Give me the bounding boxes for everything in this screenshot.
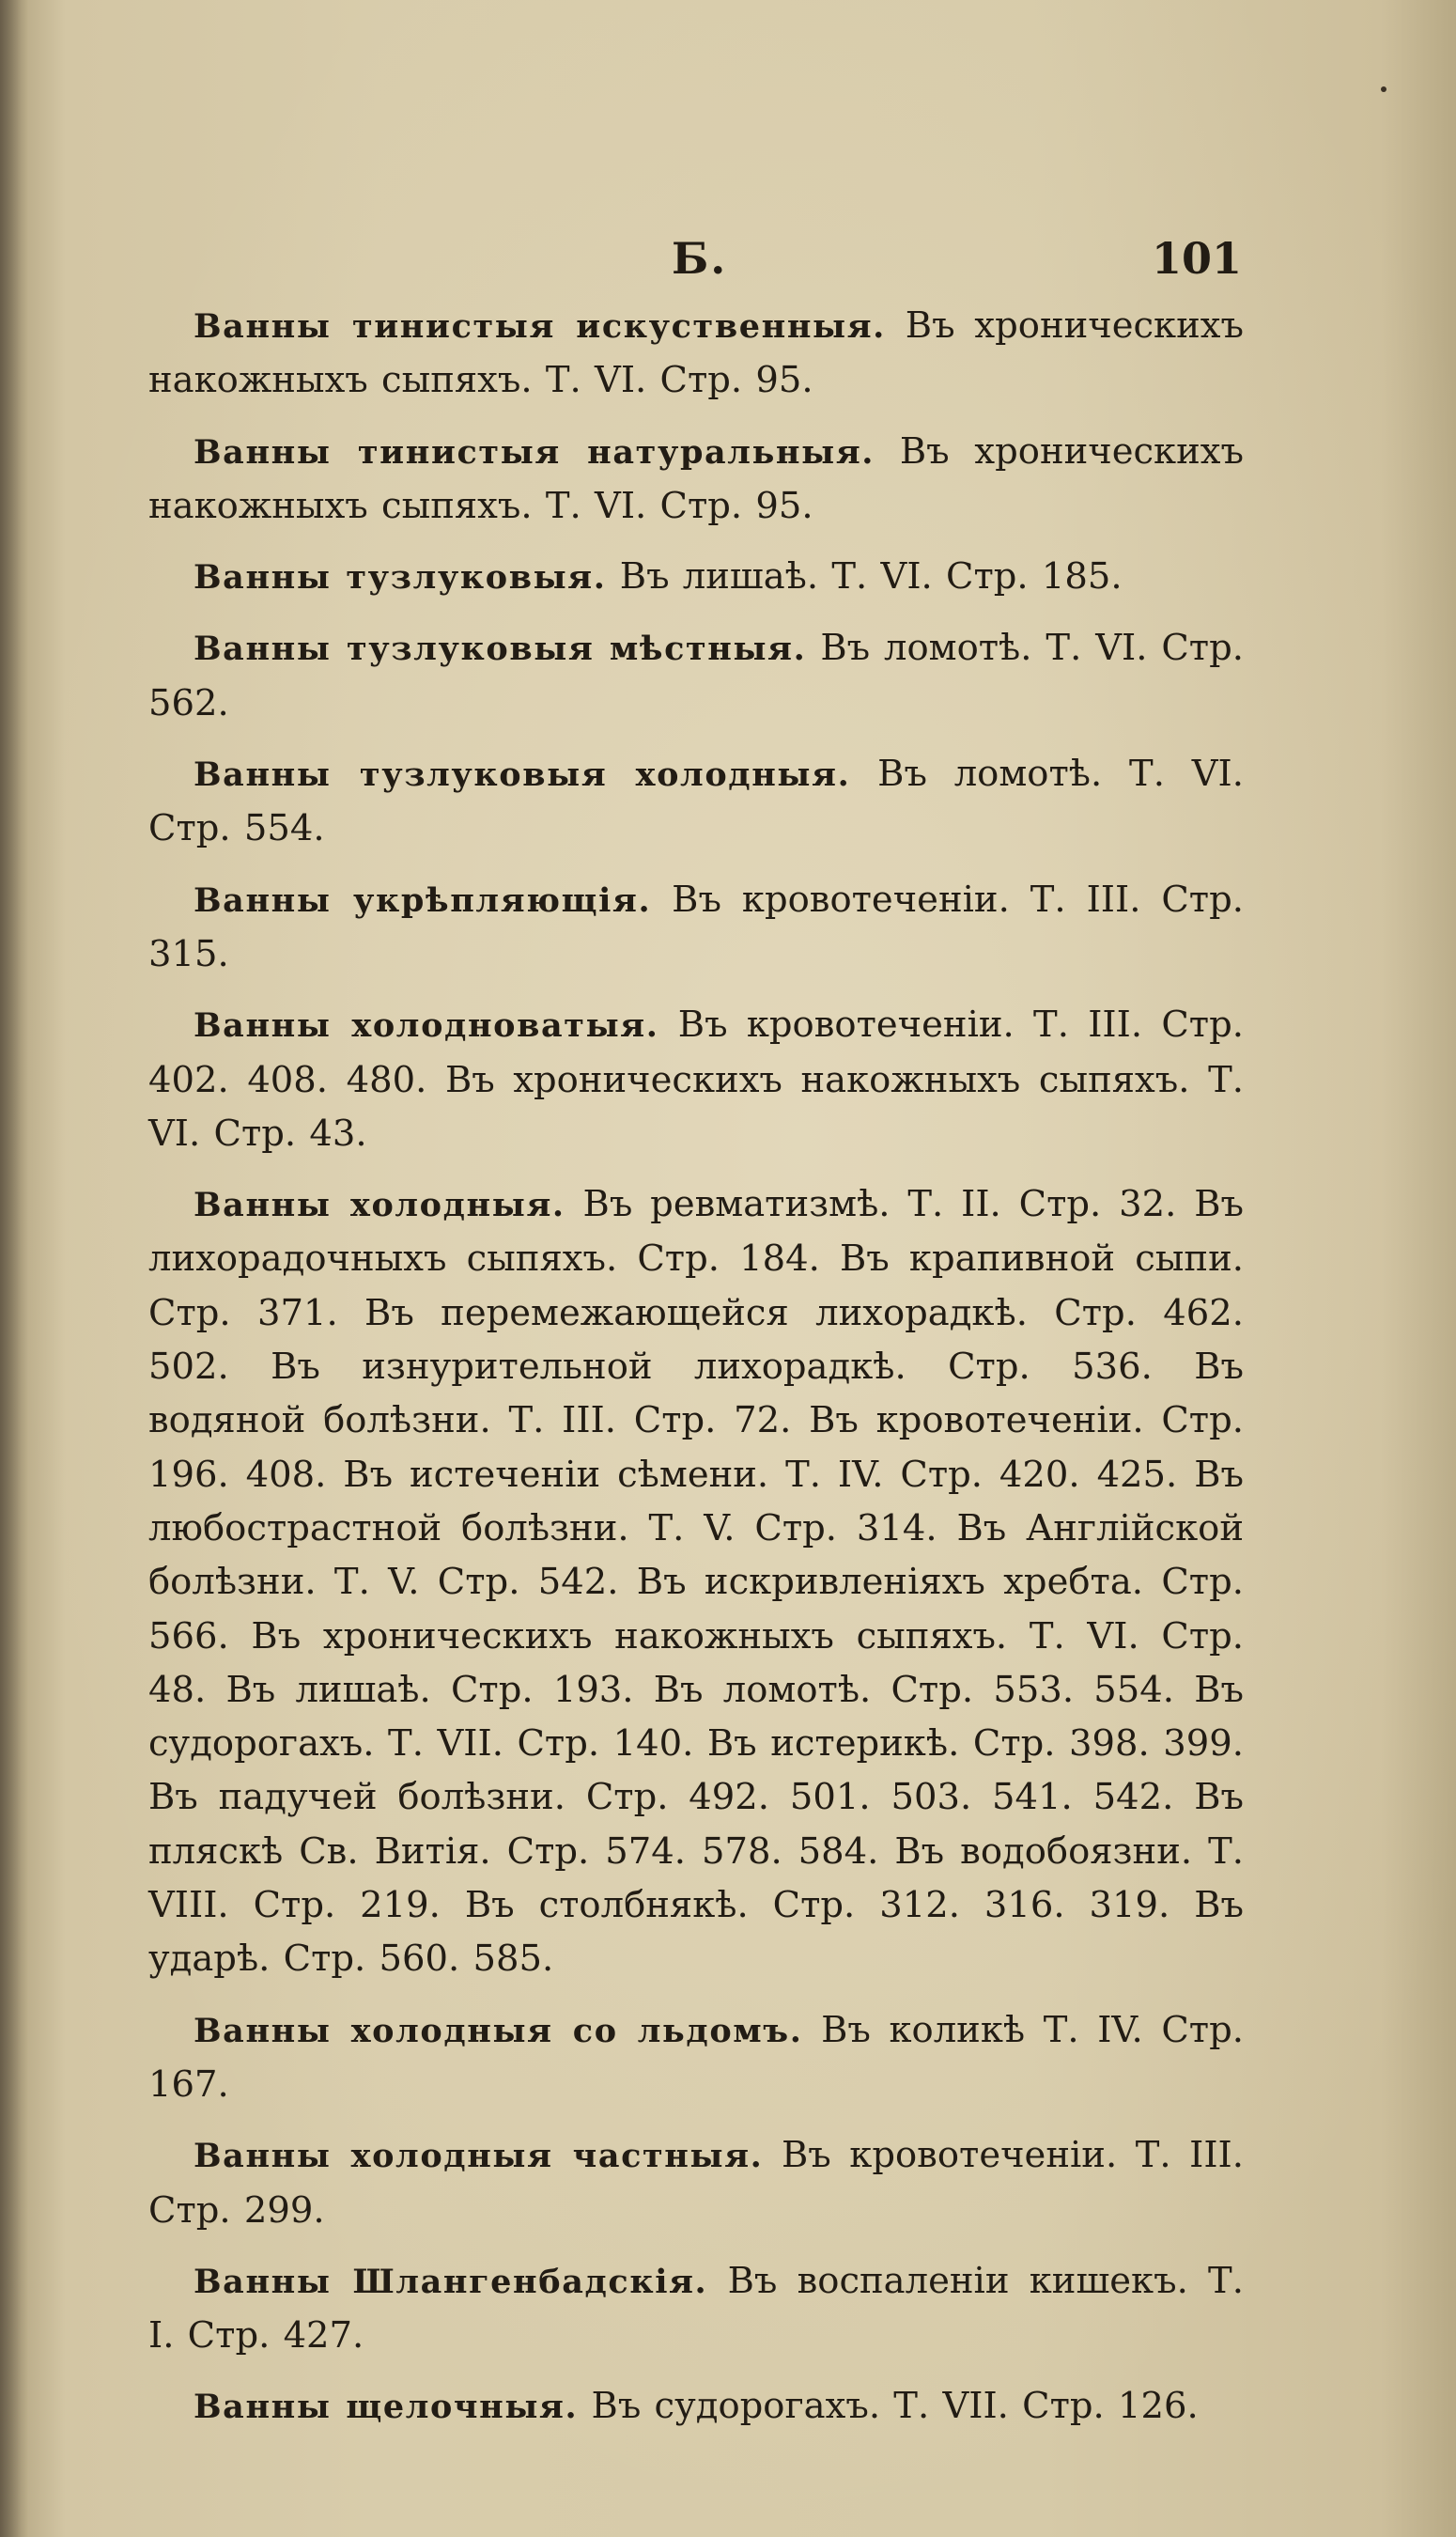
- section-letter: Б.: [672, 233, 728, 284]
- entry-term: Ванны тинистыя натуральныя.: [194, 432, 875, 472]
- index-entry: [148, 998, 1244, 1160]
- entry-term: Ванны холодныя частныя.: [194, 2137, 764, 2176]
- index-entry: [148, 550, 1244, 604]
- index-entry: [148, 2128, 1244, 2237]
- entry-term: Ванны тузлуковыя.: [194, 558, 607, 598]
- ink-speck: [1381, 86, 1386, 92]
- entry-term: Ванны Шлангенбадскія.: [194, 2262, 708, 2301]
- index-entry: [148, 2379, 1244, 2434]
- entry-term: Ванны холодныя со льдомъ.: [194, 2011, 803, 2050]
- index-entries: [148, 299, 1244, 2451]
- entry-text: Въ кровотеченіи. Т. III. Стр. 315.: [148, 878, 1244, 975]
- index-entry: [148, 425, 1244, 534]
- entry-text: Въ воспаленіи кишекъ. Т. I. Стр. 427.: [148, 2259, 1244, 2358]
- entry-term: Ванны тузлуковыя холодныя.: [194, 755, 851, 795]
- entry-text: Въ лишаѣ. Т. VI. Стр. 185.: [606, 555, 1123, 599]
- entry-term: Ванны холодноватыя.: [194, 1006, 659, 1046]
- index-entry: [148, 2003, 1244, 2112]
- entry-text: Въ ревматизмѣ. Т. II. Стр. 32. Въ лихорадочныхъ сыпяхъ. Стр. 184. Въ крапивной сыпи. Стр. 371. Въ перемежающейся лихорадкѣ. Стр. 462. 502. Въ изнурительной лихорадкѣ. Стр. 536. Въ водяной болѣзни. Т. III. Стр. 72. Въ кровотеченіи. Стр. 196. 408. Въ истеченіи сѣмени. Т. IV. Стр. 420. 425. Въ любострастной болѣзни. Т. V. Стр. 314. Въ Англійской болѣзни. Т. V. Стр. 542. Въ искривленіяхъ хребта. Стр. 566. Въ хроническихъ накожныхъ сыпяхъ. Т. VI. Стр. 48. Въ лишаѣ. Стр. 193. Въ ломотѣ. Стр. 553. 554. Въ судорогахъ. Т. VII. Стр. 140. Въ истерикѣ. Стр. 398. 399. Въ падучей болѣзни. Стр. 492. 501. 503. 541. 542. Въ пляскѣ Св. Витія. Стр. 574. 578. 584. Въ водобоязни. Т. VIII. Стр. 219. Въ столбнякѣ. Стр. 312. 316. 319. Въ ударѣ. Стр. 560. 585.: [148, 1183, 1244, 1981]
- entry-text: Въ ломотѣ. Т. VI. Стр. 562.: [148, 627, 1244, 724]
- entry-term: Ванны холодныя.: [194, 1186, 565, 1225]
- index-entry: [148, 1177, 1244, 1985]
- page-header: [0, 233, 1456, 289]
- entry-term: Ванны щелочныя.: [194, 2388, 579, 2427]
- entry-text: Въ кровотеченіи. Т. III. Стр. 402. 408. 480. Въ хроническихъ накожныхъ сыпяхъ. Т. VI. Стр. 43.: [148, 1004, 1244, 1155]
- binding-shadow: [0, 0, 28, 2537]
- entry-term: Ванны укрѣпляющія.: [194, 880, 652, 920]
- entry-term: Ванны тузлуковыя мѣстныя.: [194, 630, 807, 669]
- index-entry: [148, 747, 1244, 856]
- index-entry: [148, 2254, 1244, 2363]
- index-entry: [148, 873, 1244, 982]
- entry-text: Въ хроническихъ накожныхъ сыпяхъ. Т. VI. Стр. 95.: [148, 304, 1244, 402]
- page-number: 101: [1151, 233, 1242, 284]
- entry-text: Въ ломотѣ. Т. VI. Стр. 554.: [148, 753, 1244, 850]
- entry-text: Въ коликѣ Т. IV. Стр. 167.: [148, 2008, 1244, 2106]
- entry-text: Въ кровотеченіи. Т. III. Стр. 299.: [148, 2134, 1245, 2232]
- entry-text: Въ судорогахъ. Т. VII. Стр. 126.: [578, 2385, 1199, 2428]
- index-entry: [148, 299, 1244, 408]
- index-entry: [148, 621, 1244, 730]
- entry-term: Ванны тинистыя искуственныя.: [194, 307, 886, 346]
- entry-text: Въ хроническихъ накожныхъ сыпяхъ. Т. VI. Стр. 95.: [148, 429, 1244, 527]
